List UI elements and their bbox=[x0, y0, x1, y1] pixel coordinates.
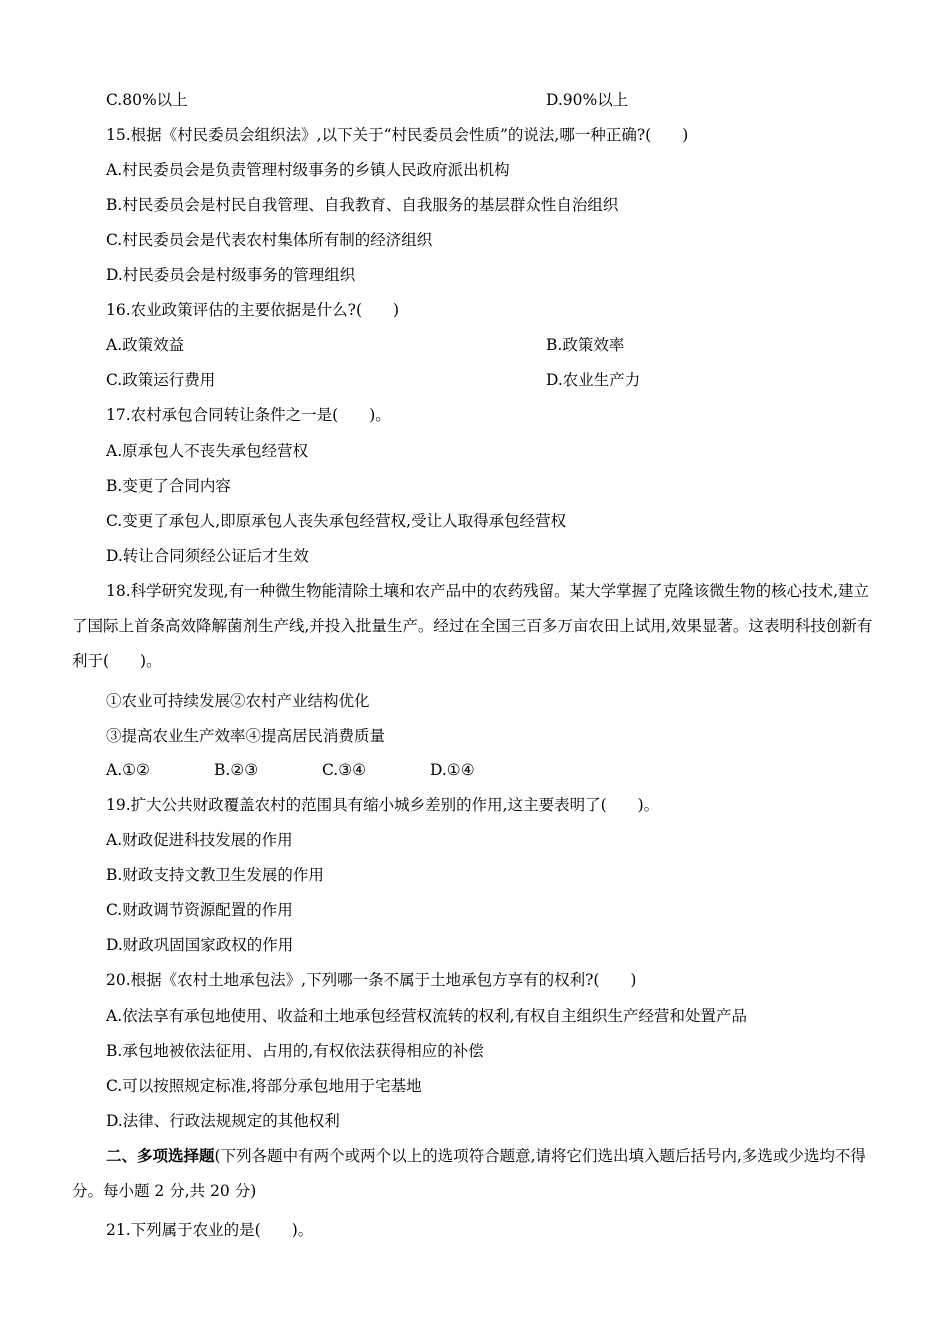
q18-options bbox=[106, 760, 878, 780]
q16-options-cd bbox=[106, 370, 878, 390]
q18-option-d: D.①④ bbox=[430, 761, 475, 779]
q16-options-ab bbox=[106, 335, 878, 355]
q15-option-a: A.村民委员会是负责管理村级事务的乡镇人民政府派出机构 bbox=[106, 161, 510, 179]
q15-stem: 15.根据《村民委员会组织法》,以下关于“村民委员会性质”的说法,哪一种正确?( ) bbox=[106, 126, 689, 144]
q18-option-a: A.①② bbox=[106, 761, 150, 779]
q15-option-b: B.村民委员会是村民自我管理、自我教育、自我服务的基层群众性自治组织 bbox=[106, 196, 619, 214]
q19-option-b: B.财政支持文教卫生发展的作用 bbox=[106, 866, 324, 884]
q20-stem: 20.根据《农村土地承包法》,下列哪一条不属于土地承包方享有的权利?( ) bbox=[106, 971, 637, 989]
q18-option-c: C.③④ bbox=[322, 761, 367, 779]
q17-option-d: D.转让合同须经公证后才生效 bbox=[106, 547, 309, 565]
q20-option-b: B.承包地被依法征用、占用的,有权依法获得相应的补偿 bbox=[106, 1042, 484, 1060]
q16-option-a: A.政策效益 bbox=[106, 336, 185, 354]
q15-option-c: C.村民委员会是代表农村集体所有制的经济组织 bbox=[106, 231, 433, 249]
q14-options-cd bbox=[106, 90, 878, 110]
q14-option-d: D.90%以上 bbox=[546, 91, 629, 109]
q18-statement-1: ①农业可持续发展②农村产业结构优化 bbox=[106, 692, 370, 710]
section-2-heading bbox=[72, 1138, 878, 1209]
q16-option-b: B.政策效率 bbox=[546, 336, 625, 354]
q16-option-d: D.农业生产力 bbox=[546, 371, 641, 389]
section-2-description: (下列各题中有两个或两个以上的选项符合题意,请将它们选出填入题后括号内,多选或少选均不得分。每小题 2 分,共 20 分) bbox=[72, 1147, 866, 1200]
q14-option-c: C.80%以上 bbox=[106, 91, 188, 109]
q16-option-c: C.政策运行费用 bbox=[106, 371, 216, 389]
q18-statement-2: ③提高农业生产效率④提高居民消费质量 bbox=[106, 727, 386, 745]
section-2-title: 二、多项选择题 bbox=[106, 1146, 215, 1165]
q20-option-a: A.依法享有承包地使用、收益和土地承包经营权流转的权利,有权自主组织生产经营和处置产品 bbox=[106, 1007, 748, 1025]
q21-stem: 21.下列属于农业的是( )。 bbox=[106, 1221, 314, 1239]
q17-option-c: C.变更了承包人,即原承包人丧失承包经营权,受让人取得承包经营权 bbox=[106, 512, 567, 530]
q19-option-a: A.财政促进科技发展的作用 bbox=[106, 831, 293, 849]
q15-option-d: D.村民委员会是村级事务的管理组织 bbox=[106, 266, 356, 284]
q18-stem: 18.科学研究发现,有一种微生物能清除土壤和农产品中的农药残留。某大学掌握了克隆该微生物的核心技术,建立了国际上首条高效降解菌剂生产线,并投入批量生产。经过在全国三百多万亩农田上试用,效果显著。这表明科技创新有利于( )。 bbox=[72, 582, 873, 670]
q19-option-d: D.财政巩固国家政权的作用 bbox=[106, 936, 294, 954]
q17-option-b: B.变更了合同内容 bbox=[106, 477, 231, 495]
q16-stem: 16.农业政策评估的主要依据是什么?( ) bbox=[106, 301, 400, 319]
q17-stem: 17.农村承包合同转让条件之一是( )。 bbox=[106, 406, 391, 424]
q19-option-c: C.财政调节资源配置的作用 bbox=[106, 901, 293, 919]
q20-option-d: D.法律、行政法规规定的其他权利 bbox=[106, 1112, 340, 1130]
q19-stem: 19.扩大公共财政覆盖农村的范围具有缩小城乡差别的作用,这主要表明了( )。 bbox=[106, 796, 660, 814]
q20-option-c: C.可以按照规定标准,将部分承包地用于宅基地 bbox=[106, 1077, 422, 1095]
q18-option-b: B.②③ bbox=[214, 761, 259, 779]
q17-option-a: A.原承包人不丧失承包经营权 bbox=[106, 442, 309, 460]
